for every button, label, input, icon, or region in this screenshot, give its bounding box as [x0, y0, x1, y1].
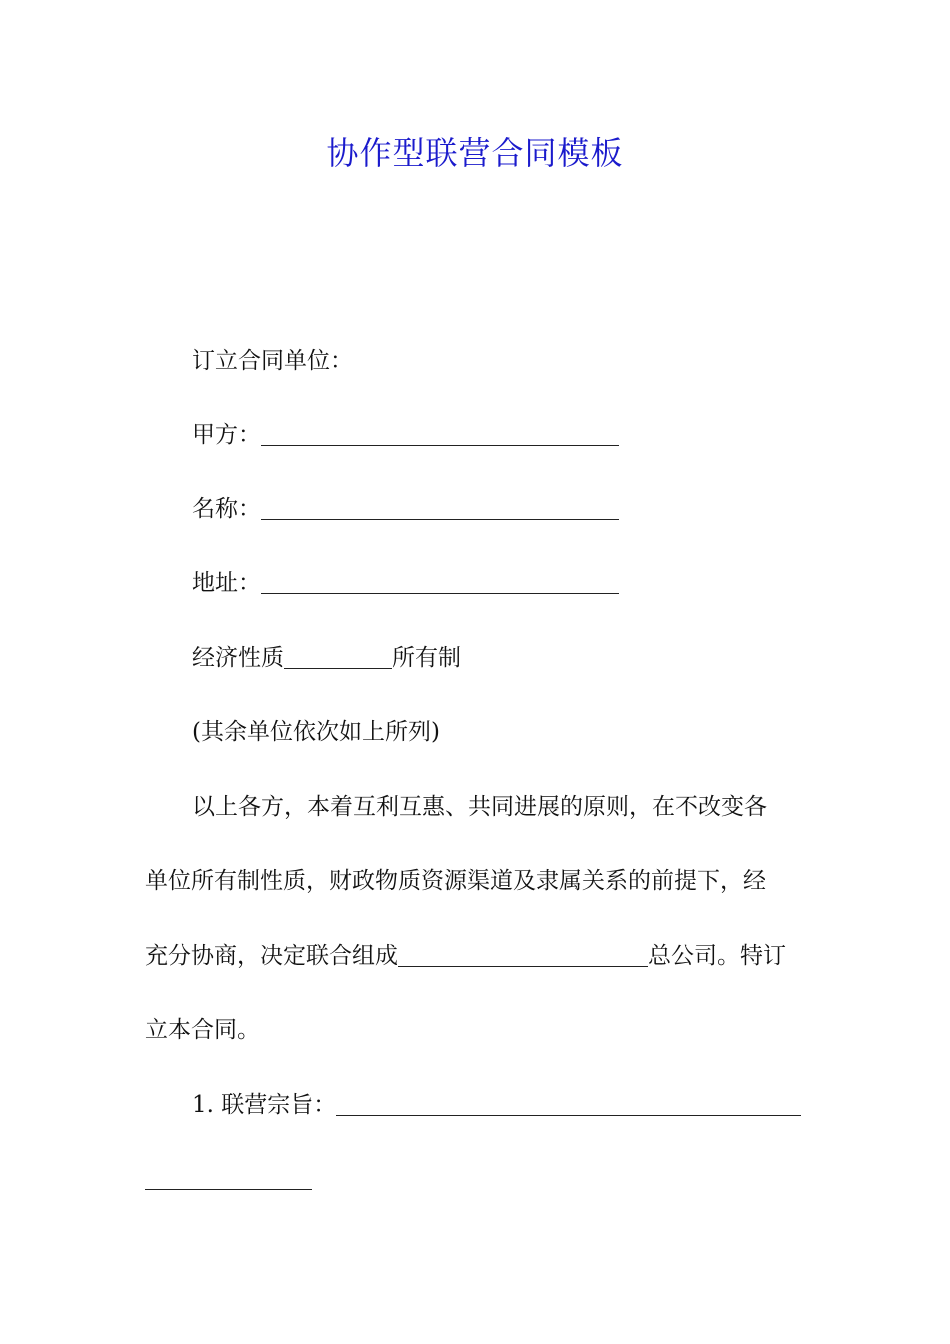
- preamble-line-3: [145, 938, 786, 974]
- preamble-text-2: 单位所有制性质，财政物质资源渠道及隶属关系的前提下，经: [145, 868, 766, 894]
- name-row: [192, 491, 619, 527]
- document-title: 协作型联营合同模板: [326, 134, 624, 172]
- preamble-line-4: [145, 1012, 260, 1048]
- company-name-blank[interactable]: [398, 942, 648, 967]
- preamble-text-3-suffix: 总公司。特订: [648, 943, 786, 969]
- address-blank[interactable]: [261, 569, 619, 594]
- party-a-label: 甲方：: [192, 422, 261, 448]
- economic-nature-blank[interactable]: [284, 644, 392, 669]
- clause-1-continuation-blank[interactable]: [145, 1165, 312, 1190]
- clause-1-row: [192, 1087, 801, 1123]
- name-label: 名称：: [192, 496, 261, 522]
- address-label: 地址：: [192, 570, 261, 596]
- economic-nature-label: 经济性质: [192, 645, 284, 671]
- address-row: [192, 565, 619, 601]
- others-note-row: [192, 714, 440, 750]
- name-blank[interactable]: [261, 495, 619, 520]
- preamble-text-3-prefix: 充分协商，决定联合组成: [145, 943, 398, 969]
- clause-1-blank[interactable]: [336, 1091, 801, 1116]
- economic-nature-suffix: 所有制: [392, 645, 461, 671]
- others-note: (其余单位依次如上所列): [192, 719, 440, 745]
- parties-heading-text: 订立合同单位：: [192, 348, 353, 374]
- preamble-text-1: 以上各方，本着互利互惠、共同进展的原则，在不改变各: [192, 794, 767, 820]
- preamble-line-1: [192, 789, 767, 825]
- clause-1-label: 1. 联营宗旨：: [192, 1092, 337, 1118]
- economic-nature-row: [192, 640, 461, 676]
- clause-1-continuation-row: [145, 1161, 312, 1197]
- preamble-line-2: [145, 863, 766, 899]
- party-a-row: [192, 417, 619, 453]
- parties-heading: [192, 343, 353, 379]
- party-a-blank[interactable]: [261, 421, 619, 446]
- preamble-text-4: 立本合同。: [145, 1017, 260, 1043]
